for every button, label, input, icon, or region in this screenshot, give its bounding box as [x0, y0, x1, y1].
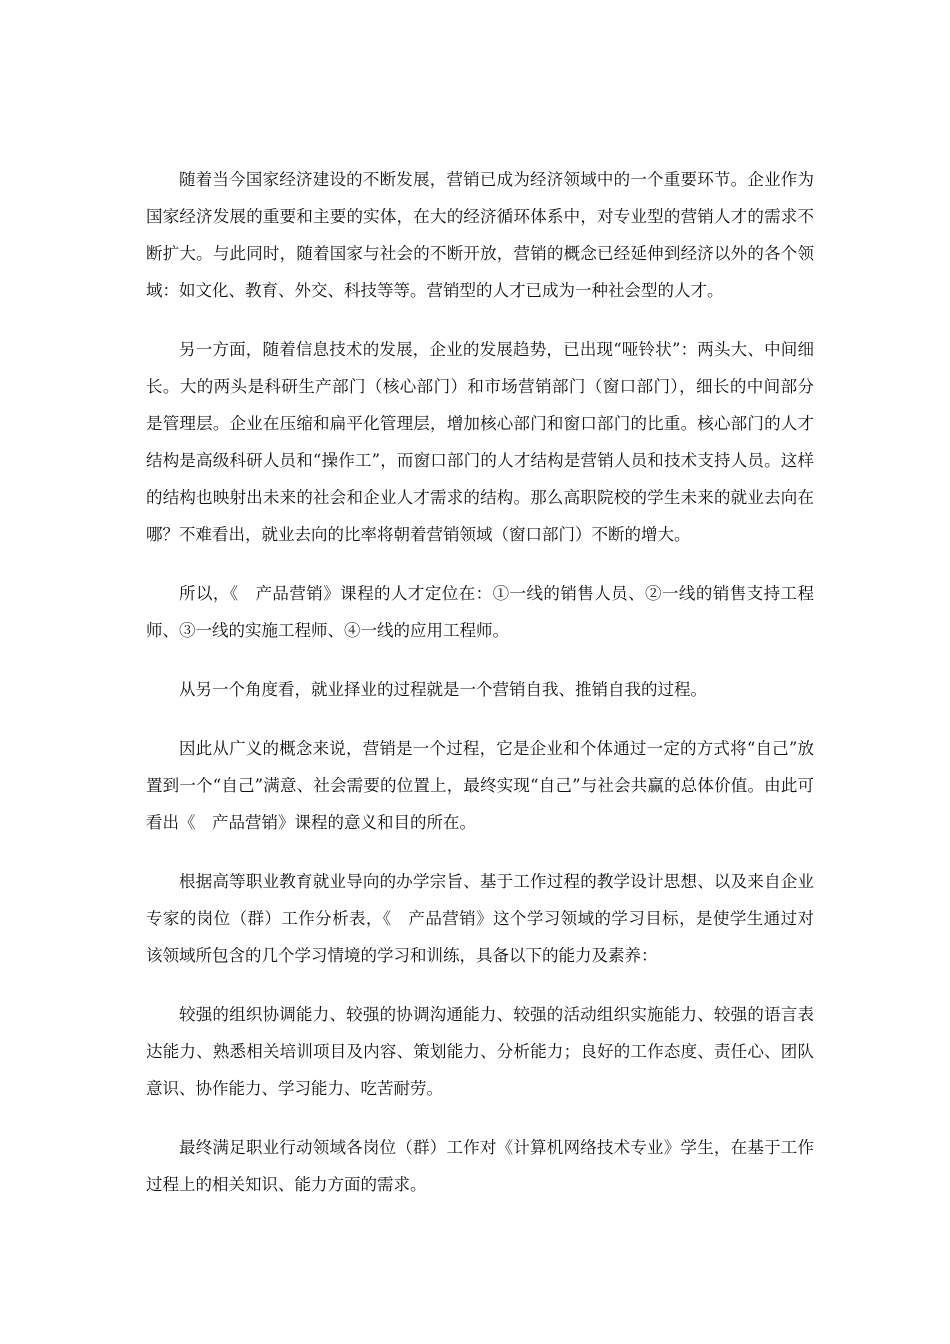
paragraph-dumbbell-structure: 另一方面，随着信息技术的发展，企业的发展趋势，已出现“哑铃状”：两头大、中间细长。大的两头是科研生产部门（核心部门）和市场营销部门（窗口部门），细长的中间部分是管理层。企业在压缩和扁平化管理层，增加核心部门和窗口部门的比重。核心部门的人才结构是高级科研人员和“操作工”，而窗口部门的人才结构是营销人员和技术支持人员。这样的结构也映射出未来的社会和企业人才需求的结构。那么高职院校的学生未来的就业去向在哪？不难看出，就业去向的比率将朝着营销领域（窗口部门）不断的增大。: [146, 340, 814, 544]
document-body: [146, 161, 814, 1225]
paragraph-marketing-definition: 因此从广义的概念来说，营销是一个过程，它是企业和个体通过一定的方式将“自己”放置到一个“自己”满意、社会需要的位置上，最终实现“自己”与社会共赢的总体价值。由此可看出《 产品营销》课程的意义和目的所在。: [146, 739, 814, 832]
paragraph-abilities: 较强的组织协调能力、较强的协调沟通能力、较强的活动组织实施能力、较强的语言表达能力、熟悉相关培训项目及内容、策划能力、分析能力；良好的工作态度、责任心、团队意识、协作能力、学习能力、吃苦耐劳。: [146, 1005, 814, 1098]
paragraph-conclusion: 最终满足职业行动领域各岗位（群）工作对《计算机网络技术专业》学生，在基于工作过程上的相关知识、能力方面的需求。: [146, 1138, 814, 1194]
paragraph-learning-goals: 根据高等职业教育就业导向的办学宗旨、基于工作过程的教学设计思想、以及来自企业专家的岗位（群）工作分析表，《 产品营销》这个学习领域的学习目标，是使学生通过对该领域所包含的几个学习情境的学习和训练，具备以下的能力及素养：: [146, 872, 814, 965]
paragraph-economic-development: 随着当今国家经济建设的不断发展，营销已成为经济领域中的一个重要环节。企业作为国家经济发展的重要和主要的实体，在大的经济循环体系中，对专业型的营销人才的需求不断扩大。与此同时，随着国家与社会的不断开放，营销的概念已经延伸到经济以外的各个领域：如文化、教育、外交、科技等等。营销型的人才已成为一种社会型的人才。: [146, 170, 814, 300]
paragraph-career-perspective: 从另一个角度看，就业择业的过程就是一个营销自我、推销自我的过程。: [179, 680, 707, 699]
paragraph-talent-positioning: 所以，《 产品营销》课程的人才定位在：①一线的销售人员、②一线的销售支持工程师、③一线的实施工程师、④一线的应用工程师。: [146, 584, 814, 640]
